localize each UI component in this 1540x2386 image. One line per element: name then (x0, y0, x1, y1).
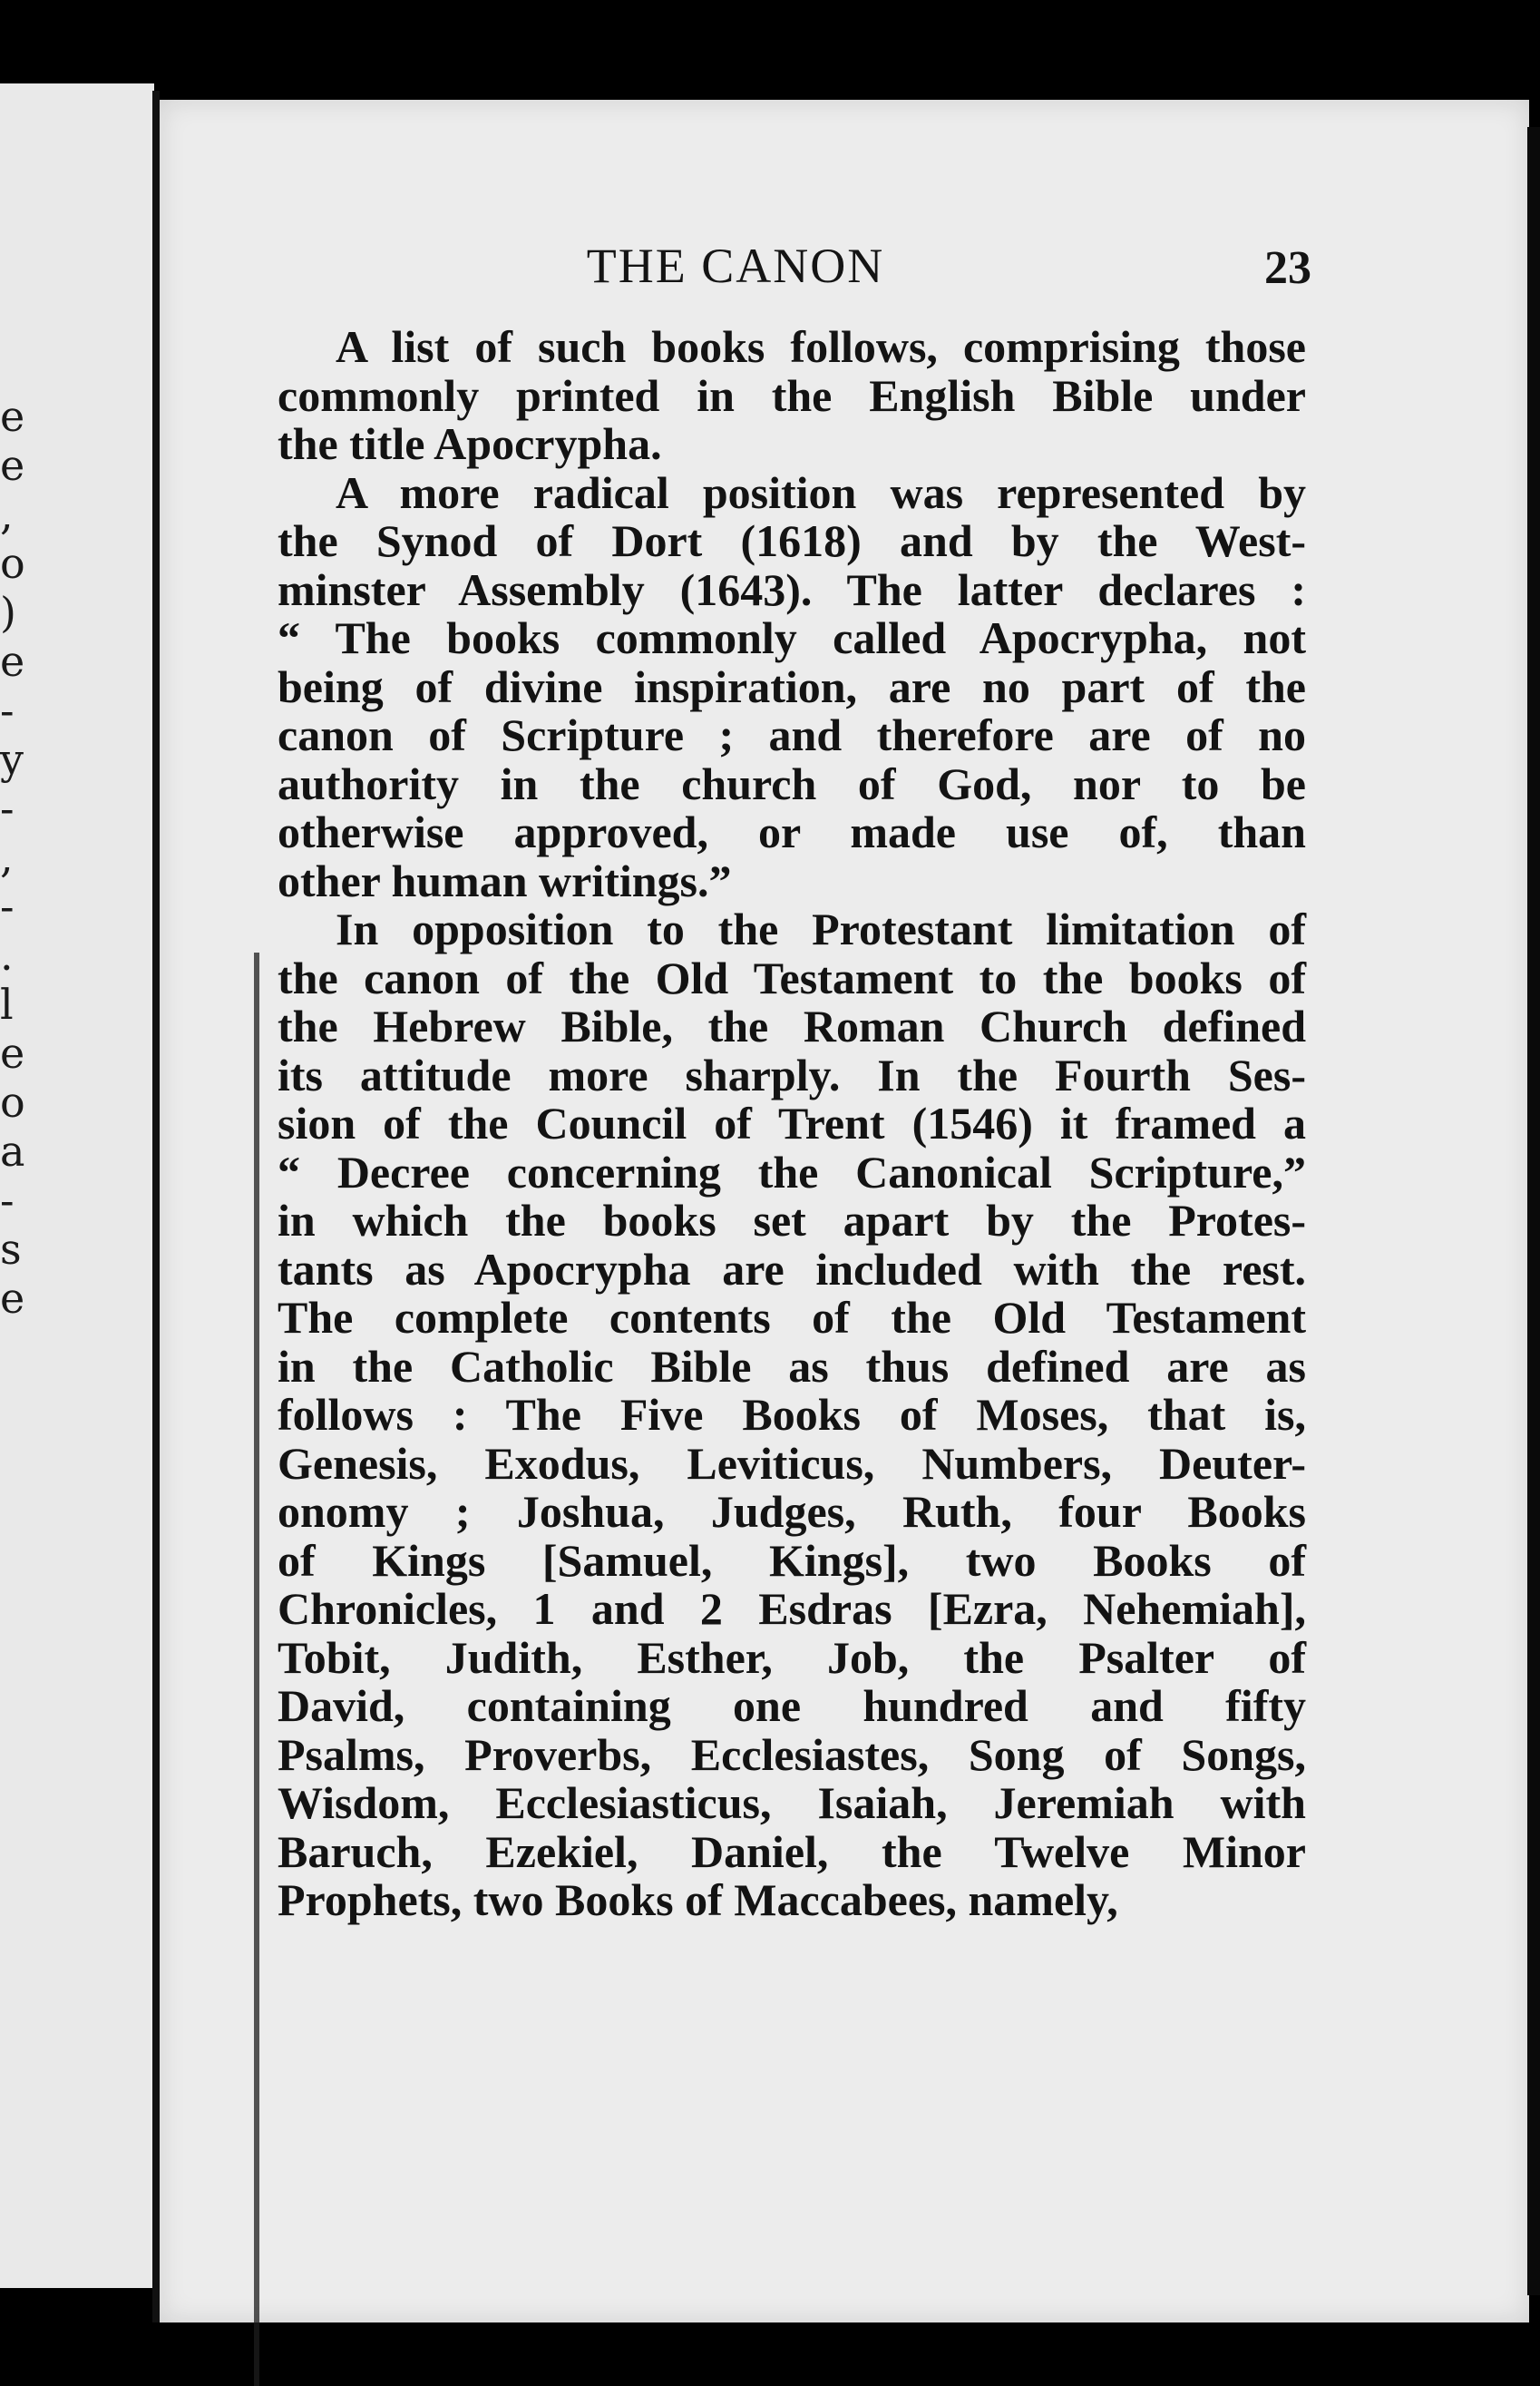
text-line: Chronicles, 1 and 2 Esdras [Ezra, Nehemiah], (278, 1583, 1306, 1634)
page-fold-shadow (152, 91, 160, 2322)
text-line: otherwise approved, or made use of, than (278, 807, 1306, 857)
text-line: other human writings.” (278, 855, 732, 906)
text-line: “ Decree concerning the Canonical Scripture,” (278, 1146, 1306, 1198)
text-line: Psalms, Proverbs, Ecclesiastes, Song of Songs, (278, 1728, 1306, 1780)
text-line: Genesis, Exodus, Leviticus, Numbers, Deuter- (278, 1437, 1306, 1489)
margin-char: o (0, 539, 25, 588)
text-line: the Hebrew Bible, the Roman Church defined (278, 1001, 1306, 1051)
text-line: onomy ; Joshua, Judges, Ruth, four Books (278, 1486, 1306, 1537)
margin-char: ) (0, 588, 16, 637)
margin-char: e (0, 637, 25, 686)
text-line: follows : The Five Books of Moses, that is, (278, 1389, 1306, 1440)
text-line: The complete contents of the Old Testament (278, 1292, 1306, 1343)
text-line: Tobit, Judith, Esther, Job, the Psalter of (278, 1631, 1306, 1683)
paragraph (278, 323, 1306, 469)
paragraph (278, 905, 1306, 1925)
text-line: Wisdom, Ecclesiasticus, Isaiah, Jeremiah with (278, 1777, 1306, 1828)
margin-char: e (0, 441, 25, 490)
text-line: canon of Scripture ; and therefore are of no (278, 709, 1306, 760)
text-line: David, containing one hundred and fifty (278, 1680, 1306, 1731)
text-line: being of divine inspiration, are no part of the (278, 660, 1306, 712)
margin-char: - (0, 686, 15, 735)
margin-char: l (0, 980, 14, 1029)
margin-char: . (0, 931, 14, 980)
margin-char: o (0, 1078, 25, 1127)
text-line: Baruch, Ezekiel, Daniel, the Twelve Minor (278, 1825, 1306, 1877)
right-page-edge (1527, 127, 1540, 2295)
gutter-line (254, 953, 259, 2386)
text-line: in the Catholic Bible as thus defined are as (278, 1340, 1306, 1392)
page-number: 23 (1264, 242, 1311, 294)
margin-char: , (0, 833, 14, 882)
margin-char: e (0, 1029, 25, 1078)
margin-char: - (0, 882, 15, 931)
margin-char: a (0, 1127, 25, 1176)
page-header (160, 238, 1311, 301)
text-line: commonly printed in the English Bible under (278, 369, 1306, 421)
text-line: A more radical position was represented by (336, 466, 1306, 518)
text-line: its attitude more sharply. In the Fourth Ses- (278, 1049, 1306, 1100)
margin-char: y (0, 735, 24, 784)
text-line: tants as Apocrypha are included with the rest. (278, 1243, 1306, 1295)
running-title: THE CANON (586, 239, 885, 293)
previous-page-strip (0, 83, 154, 2288)
text-line: the Synod of Dort (1618) and by the West- (278, 515, 1306, 566)
text-line: Prophets, two Books of Maccabees, namely, (278, 1874, 1118, 1925)
text-line: the canon of the Old Testament to the books of (278, 952, 1306, 1003)
previous-page-line-ends (0, 392, 27, 1323)
margin-char: e (0, 1274, 25, 1323)
text-line: authority in the church of God, nor to be (278, 758, 1306, 809)
paragraph (278, 466, 1306, 906)
margin-char: - (0, 784, 15, 833)
body-text (278, 323, 1306, 1925)
margin-char: e (0, 392, 25, 441)
margin-char: s (0, 1225, 22, 1274)
text-line: minster Assembly (1643). The latter declares : (278, 563, 1306, 615)
margin-char: , (0, 490, 14, 539)
text-line: sion of the Council of Trent (1546) it framed a (278, 1098, 1306, 1149)
text-line: the title Apocrypha. (278, 418, 662, 469)
text-line: A list of such books follows, comprising those (336, 321, 1306, 372)
text-line: of Kings [Samuel, Kings], two Books of (278, 1534, 1306, 1586)
text-line: in which the books set apart by the Protes- (278, 1195, 1306, 1246)
margin-char: - (0, 1176, 15, 1225)
text-line: “ The books commonly called Apocrypha, not (278, 612, 1306, 663)
text-line: In opposition to the Protestant limitation of (336, 904, 1306, 954)
